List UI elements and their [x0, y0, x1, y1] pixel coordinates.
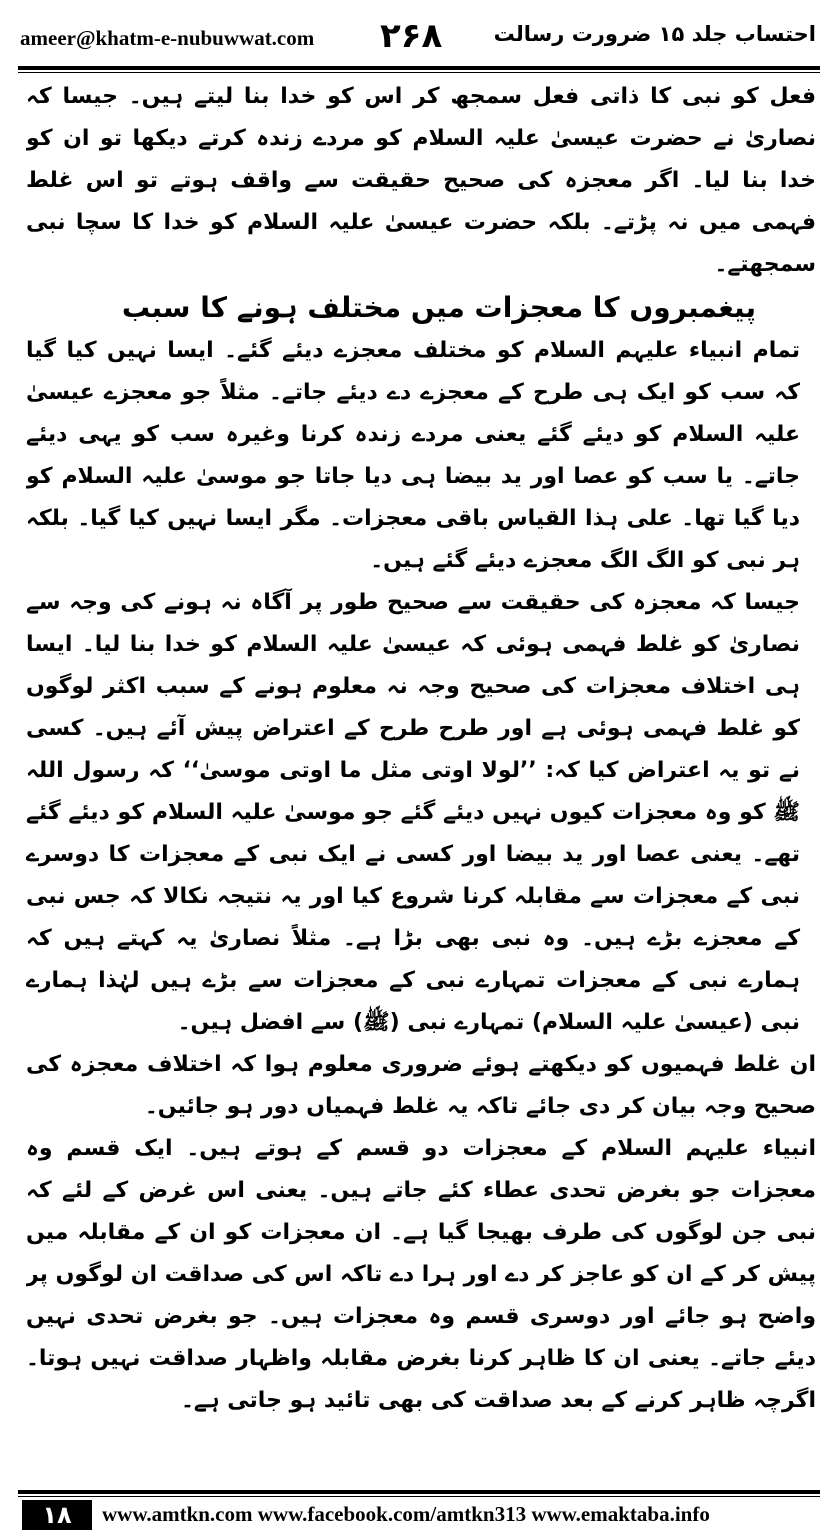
paragraph-2: تمام انبیاء علیہم السلام کو مختلف معجزے دیئے گئے۔ ایسا نہیں کیا گیا کہ سب کو ایک ہی طرح کے معجزے دے دیئے جاتے۔ مثلاً جو معجزے عیسیٰ علیہ السلام کو دیئے گئے یعنی مردے زندہ کرنا وغیرہ سب کو یہی دیئے جاتے۔ یا سب کو عصا اور ید بیضا ہی دیا جاتا جو موسیٰ علیہ السلام کو دیا گیا تھا۔ علی ہذا القیاس باقی معجزات۔ مگر ایسا نہیں کیا گیا۔ بلکہ ہر نبی کو الگ الگ معجزے دیئے گئے ہیں۔ [26, 338, 800, 573]
section-heading: پیغمبروں کا معجزات میں مختلف ہونے کا سبب [121, 291, 756, 324]
header-email: ameer@khatm-e-nubuwwat.com [20, 26, 315, 50]
footer-divider [18, 1490, 820, 1494]
footer-page-index: ۱۸ [22, 1500, 92, 1530]
header-page-number: ۲۶۸ [380, 16, 443, 56]
header-book-title: احتساب جلد ۱۵ ضرورت رسالت [493, 22, 816, 46]
page-body [26, 76, 816, 1452]
paragraph-3: جیسا کہ معجزہ کی حقیقت سے صحیح طور پر آگاہ نہ ہونے کی وجہ سے نصاریٰ کو غلط فہمی ہوئی کہ عیسیٰ علیہ السلام کو خدا بنا لیا۔ ایسا ہی اختلاف معجزات کی صحیح وجہ نہ معلوم ہونے کے سبب اکثر لوگوں کو غلط فہمی ہوئی ہے اور طرح طرح کے اعتراض پیش آئے ہیں۔ کسی نے تو یہ اعتراض کیا کہ: ’’لولا اوتی مثل ما اوتی موسیٰ‘‘ کہ رسول اللہ ﷺ کو وہ معجزات کیوں نہیں دیئے گئے جو موسیٰ علیہ السلام کو دیئے گئے تھے۔ یعنی عصا اور ید بیضا اور کسی نے ایک نبی کے معجزات کا دوسرے نبی کے معجزات سے مقابلہ کرنا شروع کیا اور یہ نتیجہ نکالا کہ جس نبی کے معجزے بڑے ہیں۔ وہ نبی بھی بڑا ہے۔ مثلاً نصاریٰ یہ کہتے ہیں کہ ہمارے نبی کے معجزات تمہارے نبی کے معجزات سے بڑے ہیں لہٰذا ہمارے نبی (عیسیٰ علیہ السلام) تمہارے نبی (ﷺ) سے افضل ہیں۔ [26, 590, 800, 1035]
footer-divider-thin [18, 1496, 820, 1497]
footer-links: www.amtkn.com www.facebook.com/amtkn313 www.emaktaba.info [102, 1502, 710, 1526]
paragraph-5: انبیاء علیہم السلام کے معجزات دو قسم کے ہوتے ہیں۔ ایک قسم وہ معجزات جو بغرض تحدی عطاء کئے جاتے ہیں۔ یعنی اس غرض کے لئے کہ نبی جن لوگوں کی طرف بھیجا گیا ہے۔ ان معجزات کو ان کے مقابلہ میں پیش کر کے ان کو عاجز کر دے اور ہرا دے تاکہ اس کی صداقت ان لوگوں پر واضح ہو جائے اور دوسری قسم وہ معجزات ہیں۔ جو بغرض تحدی نہیں دیئے جاتے۔ یعنی ان کا ظاہر کرنا بغرض مقابلہ واظہار صداقت نہیں ہوتا۔ اگرچہ ظاہر کرنے کے بعد صداقت کی بھی تائید ہو جاتی ہے۔ [26, 1136, 816, 1413]
paragraph-4: ان غلط فہمیوں کو دیکھتے ہوئے ضروری معلوم ہوا کہ اختلاف معجزہ کی صحیح وجہ بیان کر دی جائے تاکہ یہ غلط فہمیاں دور ہو جائیں۔ [26, 1052, 816, 1119]
header-divider [18, 66, 820, 70]
paragraph-1: فعل کو نبی کا ذاتی فعل سمجھ کر اس کو خدا بنا لیتے ہیں۔ جیسا کہ نصاریٰ نے حضرت عیسیٰ علیہ السلام کو مردے زندہ کرتے دیکھا تو ان کو خدا بنا لیا۔ اگر معجزہ کی صحیح حقیقت سے واقف ہوتے تو اس غلط فہمی میں نہ پڑتے۔ بلکہ حضرت عیسیٰ علیہ السلام کو خدا کا سچا نبی سمجھتے۔ [26, 84, 816, 277]
header-divider-thin [18, 72, 820, 73]
page-footer [0, 1490, 840, 1530]
page-header [0, 18, 840, 64]
